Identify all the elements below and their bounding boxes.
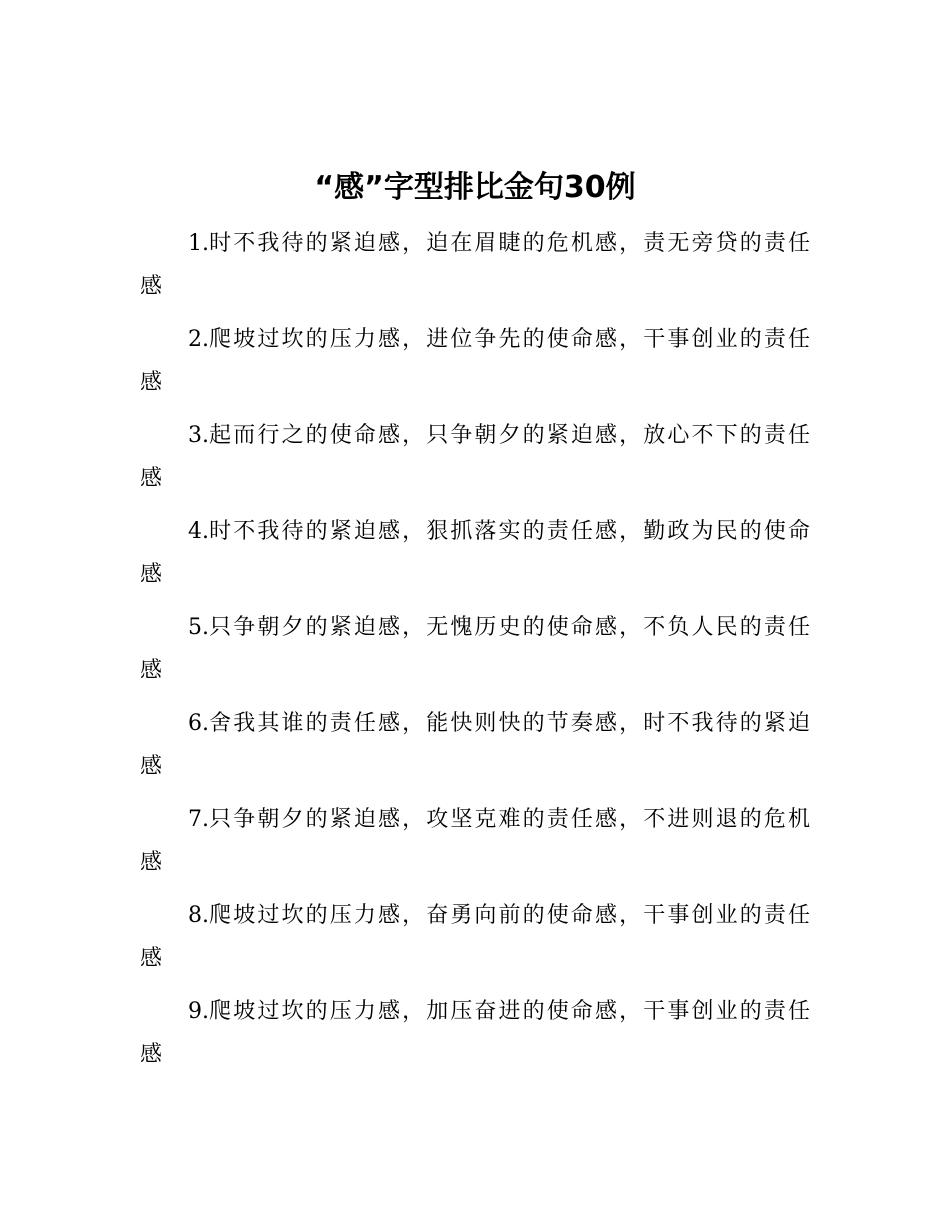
item-number: 5. xyxy=(188,615,209,640)
document-title: “感”字型排比金句30例 xyxy=(314,170,636,205)
list-item xyxy=(140,510,812,596)
item-number: 9. xyxy=(188,999,209,1024)
item-number: 7. xyxy=(188,807,209,832)
item-text: 只争朝夕的紧迫感，攻坚克难的责任感，不进则退的危机感 xyxy=(140,807,812,875)
list-item xyxy=(140,222,812,308)
item-number: 6. xyxy=(188,711,209,736)
list-item xyxy=(140,990,812,1076)
item-text: 爬坡过坎的压力感，进位争先的使命感，干事创业的责任感 xyxy=(140,327,812,395)
item-text: 起而行之的使命感，只争朝夕的紧迫感，放心不下的责任感 xyxy=(140,423,812,491)
list-item xyxy=(140,606,812,692)
list-item xyxy=(140,414,812,500)
item-text: 时不我待的紧迫感，狠抓落实的责任感，勤政为民的使命感 xyxy=(140,519,812,587)
item-text: 爬坡过坎的压力感，加压奋进的使命感，干事创业的责任感 xyxy=(140,999,812,1067)
item-number: 1. xyxy=(188,231,209,256)
list-item xyxy=(140,798,812,884)
sentence-list xyxy=(140,222,812,1086)
item-text: 只争朝夕的紧迫感，无愧历史的使命感，不负人民的责任感 xyxy=(140,615,812,683)
item-text: 时不我待的紧迫感，迫在眉睫的危机感，责无旁贷的责任感 xyxy=(140,231,812,299)
list-item xyxy=(140,702,812,788)
item-number: 4. xyxy=(188,519,209,544)
item-text: 舍我其谁的责任感，能快则快的节奏感，时不我待的紧迫感 xyxy=(140,711,812,779)
item-text: 爬坡过坎的压力感，奋勇向前的使命感，干事创业的责任感 xyxy=(140,903,812,971)
list-item xyxy=(140,894,812,980)
item-number: 8. xyxy=(188,903,209,928)
item-number: 2. xyxy=(188,327,209,352)
list-item xyxy=(140,318,812,404)
item-number: 3. xyxy=(188,423,209,448)
